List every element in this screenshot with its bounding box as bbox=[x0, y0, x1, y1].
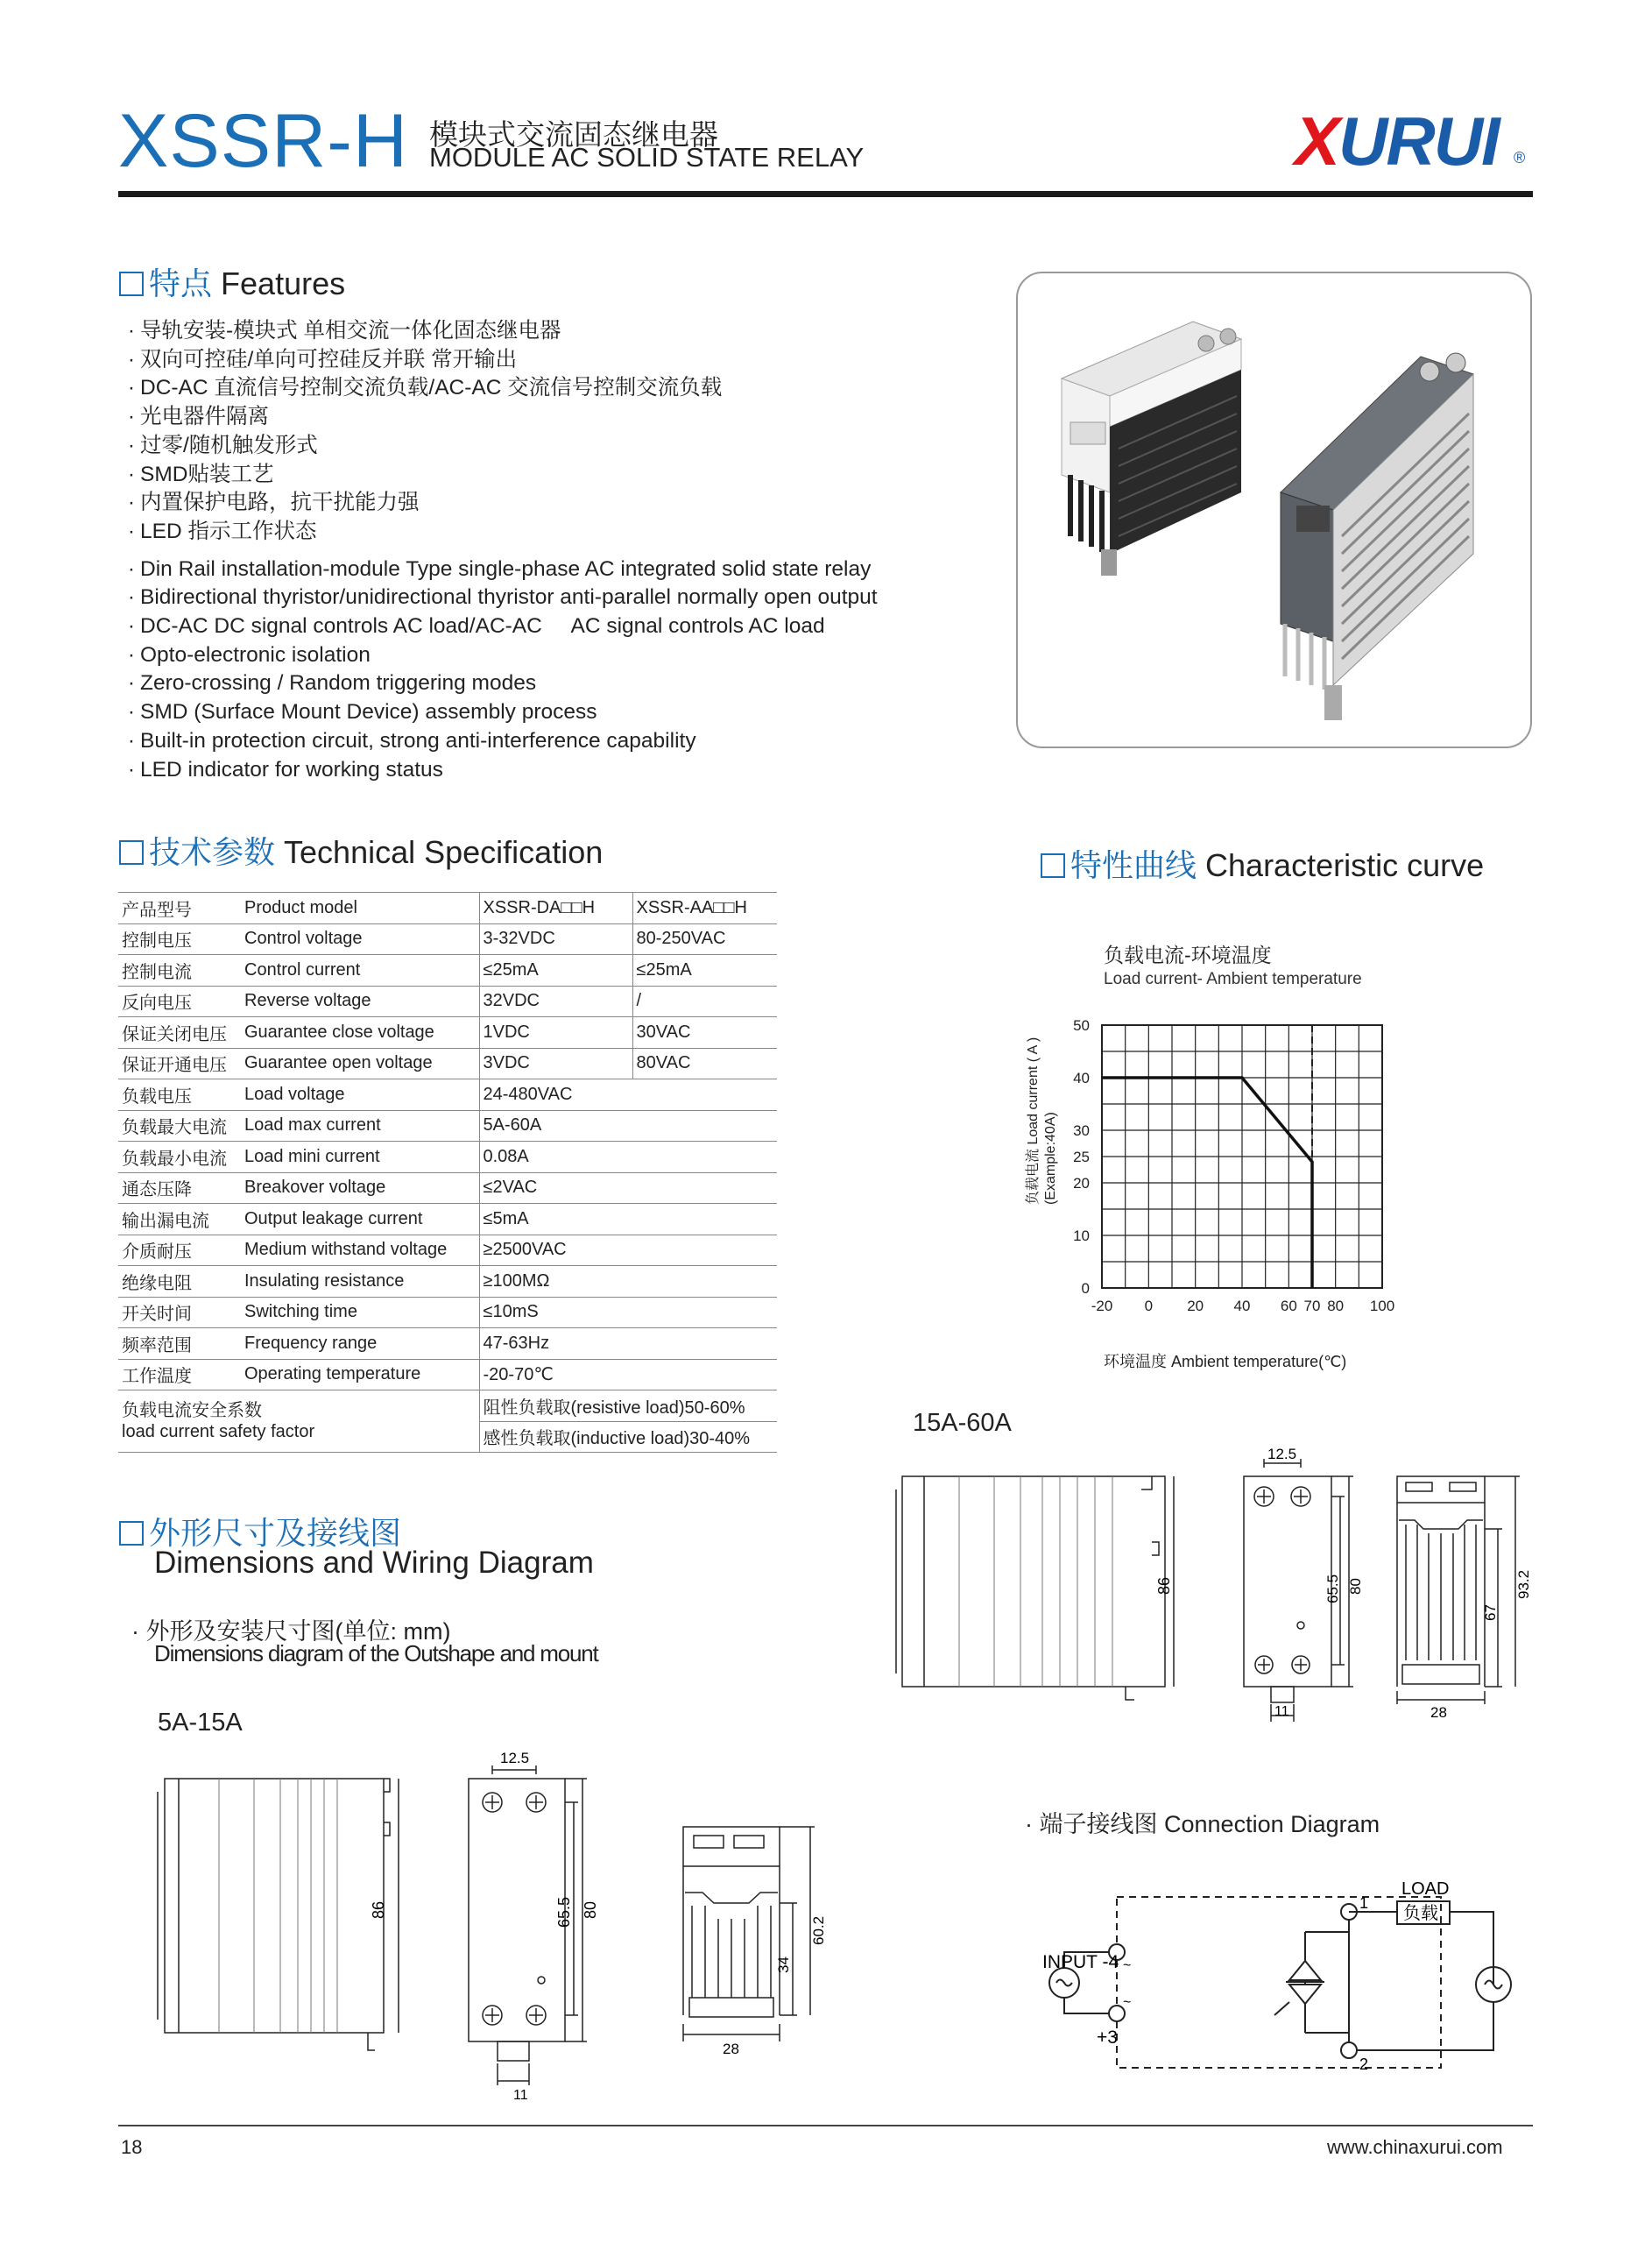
table-cell: ≤25mA bbox=[632, 955, 777, 987]
curve-title-en: Characteristic curve bbox=[1205, 847, 1485, 883]
chart-ylabel-example: (Example:40A) bbox=[1043, 1112, 1058, 1205]
feature-cn-0: · 导轨安装-模块式 单相交流一体化固态继电器 bbox=[127, 319, 561, 343]
table-cell: 1VDC bbox=[479, 1017, 632, 1049]
dimensions-sub-en: Dimensions diagram of the Outshape and mount bbox=[154, 1640, 598, 1666]
side-view-large bbox=[896, 1476, 1174, 1700]
table-cell: ≤10mS bbox=[479, 1297, 777, 1328]
table-row bbox=[118, 1328, 777, 1360]
dim-label: 60.2 bbox=[810, 1915, 827, 1945]
table-row bbox=[118, 1048, 777, 1079]
dimensions-title-en: Dimensions and Wiring Diagram bbox=[154, 1546, 594, 1580]
header-rule bbox=[118, 191, 1533, 197]
dim-label: 80 bbox=[582, 1900, 599, 1919]
y-tick-label: 50 bbox=[1073, 1017, 1090, 1034]
safety-label-cell bbox=[118, 1390, 479, 1453]
chart-xlabel: 环境温度 Ambient temperature(℃) bbox=[1104, 1353, 1347, 1370]
table-row bbox=[118, 1297, 777, 1328]
table-cell: 3-32VDC bbox=[479, 923, 632, 955]
table-cell: 控制电流 bbox=[118, 955, 241, 987]
feature-cn-6: · 内置保护电路，抗干扰能力强 bbox=[127, 491, 420, 515]
table-cell: 30VAC bbox=[632, 1017, 777, 1049]
table-cell: Control voltage bbox=[241, 923, 479, 955]
spec-title-cn: 技术参数 bbox=[149, 834, 276, 870]
table-cell: Guarantee close voltage bbox=[241, 1017, 479, 1049]
dim-label: 80 bbox=[1347, 1578, 1364, 1595]
title-en: MODULE AC SOLID STATE RELAY bbox=[429, 142, 865, 173]
table-cell: Medium withstand voltage bbox=[241, 1235, 479, 1266]
safety-label-en: load current safety factor bbox=[122, 1422, 315, 1441]
connection-title: · 端子接线图 Connection Diagram bbox=[1025, 1811, 1380, 1837]
table-cell: 80-250VAC bbox=[632, 923, 777, 955]
spec-title-en: Technical Specification bbox=[284, 834, 604, 870]
chart-subtitle: Load current- Ambient temperature bbox=[1104, 970, 1362, 988]
chart-grid bbox=[1102, 1025, 1382, 1288]
table-cell: Switching time bbox=[241, 1297, 479, 1328]
table-cell: 24-480VAC bbox=[479, 1079, 777, 1111]
table-row bbox=[118, 986, 777, 1017]
table-cell: Load voltage bbox=[241, 1079, 479, 1111]
x-tick-label: 80 bbox=[1327, 1298, 1345, 1314]
load-current-chart bbox=[1016, 938, 1454, 1393]
x-tick-label: 20 bbox=[1187, 1298, 1204, 1314]
table-row bbox=[118, 1204, 777, 1235]
feature-en-4: · Zero-crossing / Random triggering modes bbox=[127, 671, 537, 696]
checkbox-square-icon bbox=[119, 1521, 144, 1546]
table-cell: 反向电压 bbox=[118, 986, 241, 1017]
table-row bbox=[118, 1235, 777, 1266]
table-cell: 5A-60A bbox=[479, 1110, 777, 1142]
table-cell: 工作温度 bbox=[118, 1359, 241, 1390]
title-cn: 模块式交流固态继电器 bbox=[429, 118, 718, 151]
table-cell: Control current bbox=[241, 955, 479, 987]
chart-ticks bbox=[1073, 1017, 1394, 1314]
y-tick-label: 40 bbox=[1073, 1070, 1090, 1086]
table-cell: 32VDC bbox=[479, 986, 632, 1017]
feature-en-6: · Built-in protection circuit, strong anti-interference capability bbox=[127, 728, 696, 753]
feature-en-3: · Opto-electronic isolation bbox=[127, 642, 371, 667]
side-view bbox=[158, 1779, 399, 2050]
table-cell: / bbox=[632, 986, 777, 1017]
table-cell: 感性负载取(inductive load)30-40% bbox=[479, 1421, 777, 1453]
large-relay-drawing bbox=[889, 1437, 1537, 1726]
website-url: www.chinaxurui.com bbox=[1327, 2136, 1503, 2158]
x-tick-label: 40 bbox=[1233, 1298, 1251, 1314]
table-cell: Insulating resistance bbox=[241, 1266, 479, 1298]
table-cell: 介质耐压 bbox=[118, 1235, 241, 1266]
table-cell: 负载最大电流 bbox=[118, 1110, 241, 1142]
table-cell: 3VDC bbox=[479, 1048, 632, 1079]
table-row bbox=[118, 1142, 777, 1173]
feature-cn-1: · 双向可控硅/单向可控硅反并联 常开输出 bbox=[127, 347, 518, 371]
feature-en-1: · Bidirectional thyristor/unidirectional thyristor anti-parallel normally open output bbox=[127, 585, 878, 610]
table-row bbox=[118, 1359, 777, 1390]
dim-label: 11 bbox=[513, 2088, 528, 2103]
dimensions-sub-cn: · 外形及安装尺寸图(单位: mm) bbox=[131, 1618, 451, 1645]
table-cell: 负载电压 bbox=[118, 1079, 241, 1111]
table-cell: Frequency range bbox=[241, 1328, 479, 1360]
table-cell: 80VAC bbox=[632, 1048, 777, 1079]
dim-label: 28 bbox=[723, 2041, 739, 2057]
checkbox-square-icon bbox=[119, 840, 144, 865]
x-tick-label: -20 bbox=[1091, 1298, 1113, 1314]
load-label-en: LOAD bbox=[1401, 1879, 1450, 1899]
logo-letter-x: X bbox=[1295, 103, 1339, 180]
feature-cn-5: · SMD贴装工艺 bbox=[127, 462, 274, 486]
table-cell: 47-63Hz bbox=[479, 1328, 777, 1360]
end-view-large bbox=[1397, 1476, 1520, 1704]
relay-boundary bbox=[1117, 1897, 1441, 2068]
table-cell: 绝缘电阻 bbox=[118, 1266, 241, 1298]
dim-label: 86 bbox=[1155, 1576, 1173, 1595]
table-cell: Reverse voltage bbox=[241, 986, 479, 1017]
connection-diagram bbox=[1007, 1857, 1533, 2085]
y-tick-label: 10 bbox=[1073, 1228, 1090, 1244]
relay-product-photo-icon bbox=[1018, 273, 1530, 746]
chart-title: 负载电流-环境温度 bbox=[1104, 944, 1272, 966]
dim-label: 86 bbox=[370, 1900, 387, 1919]
table-cell: ≤2VAC bbox=[479, 1172, 777, 1204]
table-cell: Product model bbox=[241, 893, 479, 924]
safety-label-cn: 负载电流安全系数 bbox=[122, 1401, 262, 1420]
feature-cn-2: · DC-AC 直流信号控制交流负载/AC-AC 交流信号控制交流负载 bbox=[127, 376, 723, 400]
curve-title-cn: 特性曲线 bbox=[1070, 847, 1197, 883]
plus-label: +3 bbox=[1097, 2027, 1118, 2048]
end-view bbox=[683, 1827, 815, 2041]
large-model-label: 15A-60A bbox=[913, 1409, 1012, 1437]
spec-heading bbox=[119, 828, 603, 873]
table-cell: Operating temperature bbox=[241, 1359, 479, 1390]
table-cell: Load max current bbox=[241, 1110, 479, 1142]
model-title: XSSR-H bbox=[118, 99, 408, 183]
curve-heading bbox=[1041, 841, 1484, 886]
table-cell: XSSR-AA□□H bbox=[632, 893, 777, 924]
dim-label: 28 bbox=[1430, 1704, 1447, 1721]
dim-label: 11 bbox=[1274, 1704, 1289, 1719]
table-cell: 负载最小电流 bbox=[118, 1142, 241, 1173]
table-cell: ≥100MΩ bbox=[479, 1266, 777, 1298]
table-cell: 通态压降 bbox=[118, 1172, 241, 1204]
feature-cn-4: · 过零/随机触发形式 bbox=[127, 433, 318, 457]
table-row bbox=[118, 1390, 777, 1422]
features-title-en: Features bbox=[221, 265, 346, 301]
x-tick-label: 70 bbox=[1303, 1298, 1321, 1314]
table-row bbox=[118, 1110, 777, 1142]
table-cell: 产品型号 bbox=[118, 893, 241, 924]
feature-en-0: · Din Rail installation-module Type single-phase AC integrated solid state relay bbox=[127, 556, 872, 581]
feature-cn-3: · 光电器件隔离 bbox=[127, 405, 269, 429]
table-row bbox=[118, 923, 777, 955]
spec-table bbox=[118, 892, 777, 1453]
table-cell: 保证开通电压 bbox=[118, 1048, 241, 1079]
logo-letters: URUI bbox=[1338, 103, 1499, 180]
feature-cn-7: · LED 指示工作状态 bbox=[127, 519, 317, 543]
table-cell: 频率范围 bbox=[118, 1328, 241, 1360]
product-photo bbox=[1016, 272, 1532, 748]
table-row bbox=[118, 1266, 777, 1298]
table-row bbox=[118, 955, 777, 987]
table-cell: 开关时间 bbox=[118, 1297, 241, 1328]
table-cell: 0.08A bbox=[479, 1142, 777, 1173]
logo-registered: ® bbox=[1514, 149, 1526, 166]
table-row bbox=[118, 1017, 777, 1049]
dim-label: 67 bbox=[1482, 1604, 1499, 1621]
table-cell: Guarantee open voltage bbox=[241, 1048, 479, 1079]
tilde-1: ~ bbox=[1123, 1958, 1132, 1973]
y-tick-label: 20 bbox=[1073, 1175, 1090, 1192]
small-model-label: 5A-15A bbox=[158, 1709, 243, 1737]
table-cell: 输出漏电流 bbox=[118, 1204, 241, 1235]
y-tick-label: 0 bbox=[1081, 1280, 1090, 1297]
y-tick-label: 30 bbox=[1073, 1122, 1090, 1139]
dim-label: 12.5 bbox=[1267, 1446, 1297, 1462]
table-cell: -20-70℃ bbox=[479, 1359, 777, 1390]
table-cell: XSSR-DA□□H bbox=[479, 893, 632, 924]
x-tick-label: 60 bbox=[1280, 1298, 1297, 1314]
table-cell: ≤5mA bbox=[479, 1204, 777, 1235]
y-tick-label: 25 bbox=[1073, 1149, 1090, 1165]
x-tick-label: 100 bbox=[1369, 1298, 1395, 1314]
dim-label: 65.5 bbox=[1324, 1574, 1341, 1603]
dimensions-title-cn: 外形尺寸及接线图 bbox=[149, 1515, 402, 1551]
features-heading bbox=[119, 259, 345, 304]
feature-en-2: · DC-AC DC signal controls AC load/AC-AC AC signal controls AC load bbox=[127, 614, 825, 639]
table-cell: Load mini current bbox=[241, 1142, 479, 1173]
terminal-2: 2 bbox=[1359, 2055, 1369, 2073]
small-relay-drawing bbox=[149, 1717, 850, 2103]
table-cell: Breakover voltage bbox=[241, 1172, 479, 1204]
feature-en-7: · LED indicator for working status bbox=[127, 757, 443, 782]
table-cell: ≤25mA bbox=[479, 955, 632, 987]
footer-rule bbox=[118, 2125, 1533, 2126]
terminal-1: 1 bbox=[1359, 1894, 1369, 1912]
table-row bbox=[118, 1172, 777, 1204]
dim-label: 12.5 bbox=[500, 1750, 530, 1766]
table-cell: 阻性负载取(resistive load)50-60% bbox=[479, 1390, 777, 1422]
checkbox-square-icon bbox=[1041, 853, 1065, 878]
input-label: INPUT -4 bbox=[1042, 1952, 1119, 1972]
dim-label: 93.2 bbox=[1515, 1569, 1532, 1599]
brand-logo bbox=[1295, 103, 1499, 180]
table-cell: Output leakage current bbox=[241, 1204, 479, 1235]
table-cell: 控制电压 bbox=[118, 923, 241, 955]
table-header-row bbox=[118, 893, 777, 924]
tilde-2: ~ bbox=[1123, 1995, 1132, 2010]
table-row bbox=[118, 1079, 777, 1111]
dim-label: 34 bbox=[775, 1956, 792, 1973]
checkbox-square-icon bbox=[119, 272, 144, 296]
page-number: 18 bbox=[121, 2136, 143, 2158]
table-cell: 保证关闭电压 bbox=[118, 1017, 241, 1049]
features-list bbox=[123, 317, 878, 784]
x-tick-label: 0 bbox=[1144, 1298, 1154, 1314]
load-label-cn: 负载 bbox=[1403, 1904, 1438, 1923]
table-cell: ≥2500VAC bbox=[479, 1235, 777, 1266]
chart-ylabel: 负载电流 Load current ( A ) bbox=[1026, 1037, 1041, 1205]
dim-label: 65.5 bbox=[555, 1896, 573, 1928]
features-title-cn: 特点 bbox=[149, 265, 213, 301]
feature-en-5: · SMD (Surface Mount Device) assembly process bbox=[127, 700, 597, 725]
